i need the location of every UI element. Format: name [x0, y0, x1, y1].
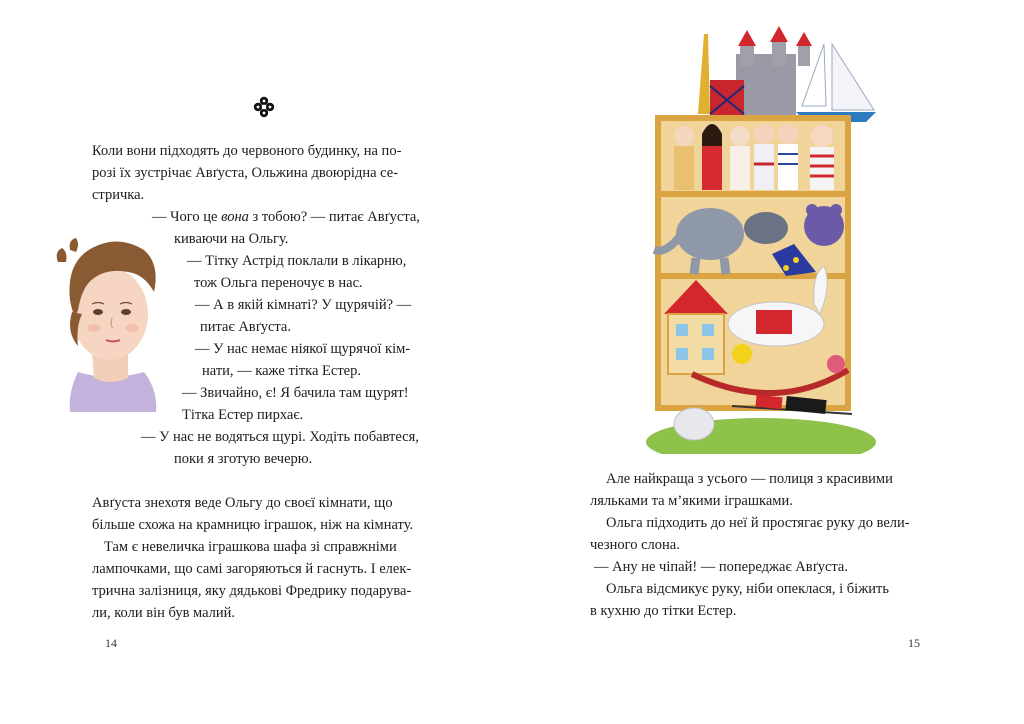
text-line: Авґуста знехотя веде Ольгу до своєї кімнати, що — [92, 495, 393, 511]
text-line: Але найкраща з усього — полиця з красивими — [606, 471, 893, 487]
text-line: ли, коли він був малий. — [92, 605, 236, 621]
text-line: Там є невеличка іграшкова шафа зі справжніми — [104, 539, 397, 555]
right-page — [512, 0, 1024, 724]
text-span: — Чого це — [152, 209, 222, 225]
text-line: стричка. — [92, 187, 145, 203]
toy-sailboat — [832, 44, 874, 110]
text-line: в кухню до тітки Естер. — [590, 603, 737, 619]
text-line: Ольга відсмикує руку, ніби опеклася, і біжить — [606, 581, 889, 597]
text-line: ляльками та м’якими іграшками. — [590, 493, 793, 509]
text-line: — А в якій кімнаті? У щурячій? — — [195, 297, 412, 313]
text-line: питає Авґуста. — [200, 319, 291, 335]
text-line: — У нас немає ніякої щурячої кім- — [195, 341, 411, 357]
text-line: — Тітку Астрід поклали в лікарню, — [187, 253, 407, 269]
text-line: Тітка Естер пирхає. — [182, 407, 304, 423]
text-line: — Ану не чіпай! — попереджає Авґуста. — [594, 559, 848, 575]
text-line: киваючи на Ольгу. — [174, 231, 289, 247]
toy-sheep — [674, 408, 714, 440]
text-line: поки я зготую вечерю. — [174, 451, 313, 467]
text-line: тож Ольга переночує в нас. — [194, 275, 363, 291]
dollhouse — [668, 314, 724, 374]
toy-shelf-illustration — [636, 14, 886, 454]
text-line: Коли вони підходять до червоного будинку, на по- — [92, 143, 402, 159]
page-number: 15 — [908, 636, 920, 650]
toy-donkey — [744, 212, 788, 244]
text-line: Ольга підходить до неї й простягає руку до вели- — [606, 515, 910, 531]
text-line: нати, — каже тітка Естер. — [202, 363, 361, 379]
text-line: трична залізниця, яку дядькові Фредрику подарува- — [92, 583, 412, 599]
page-number: 14 — [105, 636, 117, 650]
text-line: розі їх зустрічає Авґуста, Ольжина двоюрідна се- — [92, 165, 399, 181]
text-span: з тобою? — питає Авґуста, — [248, 209, 420, 225]
toy-duck — [732, 344, 752, 364]
toy-trumpet — [698, 34, 710, 114]
flower-ornament-icon — [253, 96, 275, 118]
text-line: — Звичайно, є! Я бачила там щурят! — [182, 385, 409, 401]
text-line: більше схожа на крамницю іграшок, ніж на кімнату. — [92, 517, 414, 533]
text-line: чезного слона. — [590, 537, 680, 553]
text-line: лампочками, що самі загоряються й гаснуть. І елек- — [92, 561, 412, 577]
emphasis-text: вона — [221, 209, 249, 225]
toy-ball — [827, 355, 845, 373]
text-line — [152, 206, 420, 228]
toy-elephant — [676, 208, 744, 260]
text-line: — У нас не водяться щурі. Ходіть побавтеся, — [141, 429, 419, 445]
girl-portrait — [48, 222, 166, 412]
